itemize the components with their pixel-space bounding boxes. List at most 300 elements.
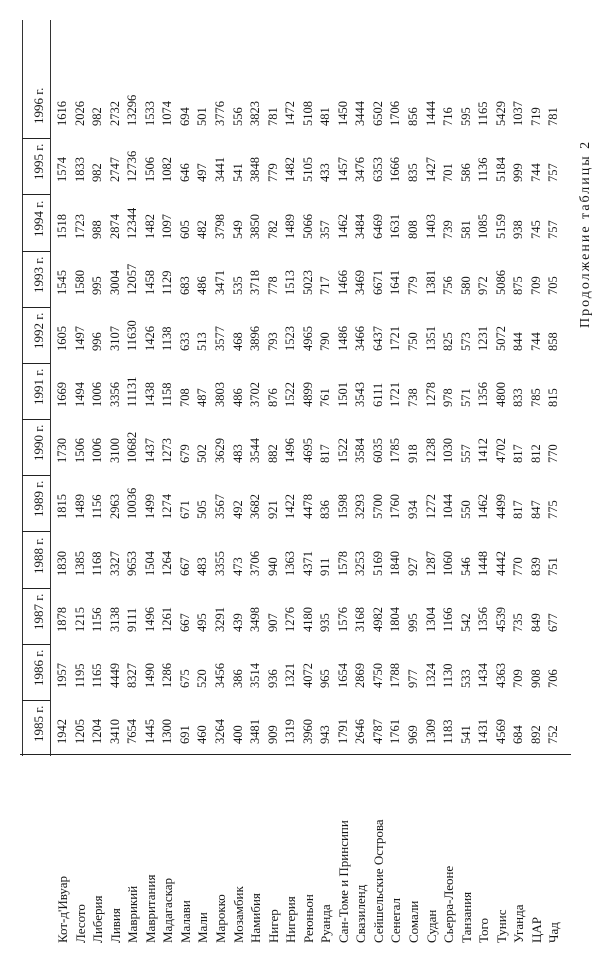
- table-cell: 3706: [248, 550, 263, 576]
- table-cell: 1840: [388, 550, 403, 576]
- column-rule: [22, 307, 50, 308]
- table-cell: 483: [195, 556, 210, 576]
- table-cell: 1878: [55, 606, 69, 632]
- table-cell: 497: [195, 163, 210, 183]
- table-cell: 691: [177, 725, 192, 744]
- table-cell: 1760: [388, 494, 403, 520]
- table-cell: 1788: [388, 662, 403, 688]
- table-cell: 3469: [353, 269, 368, 295]
- table-cell: 439: [230, 612, 245, 632]
- table-cell: 6671: [370, 269, 385, 295]
- table-cell: 667: [177, 556, 192, 576]
- table-cell: 2026: [72, 101, 87, 127]
- country-label: Намибия: [248, 893, 264, 943]
- table-cell: 1356: [476, 382, 491, 407]
- table-cell: 1490: [142, 662, 157, 688]
- table-cell: 1815: [55, 494, 69, 520]
- table-cell: 833: [511, 388, 526, 407]
- table-cell: 556: [230, 107, 245, 127]
- table-cell: 4899: [300, 382, 315, 407]
- column-rule: [22, 251, 50, 252]
- table-cell: 972: [476, 275, 491, 295]
- table-cell: 1427: [423, 157, 438, 183]
- table-cell: 581: [458, 219, 473, 239]
- table-cell: 849: [528, 612, 543, 632]
- table-cell: 751: [546, 556, 561, 576]
- table-cell: 694: [177, 107, 192, 127]
- table-cell: 1304: [423, 606, 438, 632]
- table-cell: 1276: [283, 606, 298, 632]
- table-cell: 738: [406, 388, 421, 407]
- table-cell: 839: [528, 556, 543, 576]
- table-cell: 815: [546, 388, 561, 407]
- table-cell: 573: [458, 332, 473, 351]
- table-cell: 433: [318, 163, 333, 183]
- table-cell: 3798: [212, 213, 227, 239]
- table-cell: 908: [528, 669, 543, 688]
- table-cell: 1183: [441, 719, 456, 744]
- table-cell: 1158: [160, 382, 175, 407]
- country-label: Руанда: [318, 904, 334, 943]
- table-cell: 468: [230, 332, 245, 351]
- table-cell: 918: [406, 444, 421, 464]
- table-cell: 1037: [511, 101, 526, 127]
- table-cell: 1523: [283, 325, 298, 351]
- table-cell: 1666: [388, 157, 403, 183]
- table-cell: 781: [265, 107, 280, 127]
- table-cell: 1580: [72, 269, 87, 295]
- table-cell: 2963: [107, 494, 122, 520]
- table-cell: 3107: [107, 325, 122, 351]
- table-cell: 675: [177, 669, 192, 688]
- table-cell: 3291: [212, 606, 227, 632]
- table-cell: 1426: [142, 325, 157, 351]
- country-label: ЦАР: [528, 916, 544, 943]
- table-cell: 719: [528, 107, 543, 127]
- table-cell: 907: [265, 612, 280, 632]
- table-cell: 4750: [370, 662, 385, 688]
- table-cell: 995: [90, 275, 105, 295]
- table-cell: 1437: [142, 438, 157, 464]
- table-cell: 1278: [423, 382, 438, 407]
- column-rule: [22, 700, 50, 701]
- table-cell: 709: [528, 275, 543, 295]
- table-cell: 1457: [335, 157, 350, 183]
- table-cell: 1156: [90, 494, 105, 520]
- table-cell: 1533: [142, 101, 157, 127]
- table-cell: 782: [265, 219, 280, 239]
- table-cell: 4499: [493, 494, 508, 520]
- table-cell: 3567: [212, 494, 227, 520]
- table-cell: 3471: [212, 269, 227, 295]
- table-cell: 1204: [90, 719, 105, 744]
- table-cell: 5072: [493, 325, 508, 351]
- table-cell: 3476: [353, 157, 368, 183]
- table-cell: 779: [406, 275, 421, 295]
- country-label: Мали: [195, 912, 211, 943]
- table-cell: 595: [458, 107, 473, 127]
- table-cell: 1654: [335, 662, 350, 688]
- table-cell: 790: [318, 332, 333, 351]
- table-cell: 1129: [160, 270, 175, 295]
- table-cell: 2646: [353, 719, 368, 744]
- table-cell: 1489: [283, 213, 298, 239]
- table-cell: 1438: [142, 382, 157, 407]
- table-cell: 817: [511, 444, 526, 464]
- table-cell: 3629: [212, 438, 227, 464]
- table-cell: 793: [265, 332, 280, 351]
- table-cell: 12057: [125, 263, 140, 295]
- table-cell: 4569: [493, 719, 508, 744]
- table-cell: 1576: [335, 606, 350, 632]
- table-cell: 482: [195, 219, 210, 239]
- table-cell: 1300: [160, 719, 175, 744]
- country-label: Танзания: [458, 891, 474, 943]
- table-cell: 982: [90, 107, 105, 127]
- country-label: Ливия: [107, 908, 123, 943]
- column-header: 1988 г.: [31, 537, 46, 574]
- table-cell: 999: [511, 163, 526, 183]
- table-cell: 5184: [493, 157, 508, 183]
- table-cell: 1942: [55, 719, 69, 744]
- country-label: Лесото: [72, 904, 88, 943]
- table-cell: 3355: [212, 550, 227, 576]
- table-cell: 1097: [160, 213, 175, 239]
- table-cell: 739: [441, 219, 456, 239]
- column-rule: [22, 419, 50, 420]
- table-cell: 706: [546, 669, 561, 688]
- table-cell: 3441: [212, 157, 227, 183]
- table-cell: 1785: [388, 438, 403, 464]
- table-cell: 1044: [441, 494, 456, 520]
- table-cell: 3356: [107, 382, 122, 407]
- table-cell: 3896: [248, 325, 263, 351]
- table-cell: 1403: [423, 213, 438, 239]
- table-cell: 778: [265, 275, 280, 295]
- table-cell: 965: [318, 669, 333, 688]
- table-cell: 1215: [72, 606, 87, 632]
- table-cell: 757: [546, 163, 561, 183]
- table-cell: 911: [318, 557, 333, 576]
- table-cell: 3168: [353, 606, 368, 632]
- column-header: 1990 г.: [31, 424, 46, 462]
- table-cell: 1156: [90, 607, 105, 632]
- table-cell: 701: [441, 163, 456, 183]
- table-cell: 535: [230, 275, 245, 295]
- table-cell: 11630: [125, 320, 140, 351]
- column-rule: [22, 531, 50, 532]
- table-cell: 1444: [423, 101, 438, 127]
- table-cell: 10036: [125, 488, 140, 520]
- table-cell: 3498: [248, 606, 263, 632]
- table-cell: 757: [546, 219, 561, 239]
- table-cell: 3004: [107, 269, 122, 295]
- table-cell: 876: [265, 388, 280, 407]
- table-cell: 4371: [300, 550, 315, 576]
- table-cell: 501: [195, 107, 210, 127]
- table-cell: 6353: [370, 157, 385, 183]
- table-cell: 586: [458, 163, 473, 183]
- table-cell: 3264: [212, 719, 227, 744]
- table-caption: [578, 10, 597, 330]
- table-cell: 3577: [212, 325, 227, 351]
- table-cell: 1494: [72, 382, 87, 407]
- country-label: Сомали: [406, 900, 422, 943]
- table-cell: 1499: [142, 494, 157, 520]
- table-cell: 1723: [72, 213, 87, 239]
- table-cell: 3293: [353, 494, 368, 520]
- table-cell: 1272: [423, 494, 438, 520]
- country-label: Малави: [177, 900, 193, 943]
- table-cell: 4800: [493, 382, 508, 407]
- table-cell: 1616: [55, 101, 69, 127]
- country-label: Того: [476, 918, 492, 943]
- table-cell: 1363: [283, 550, 298, 576]
- table-cell: 1598: [335, 494, 350, 520]
- table-cell: 982: [90, 163, 105, 183]
- caption-text: Продолжение таблицы 2: [578, 139, 593, 328]
- table-cell: 756: [441, 275, 456, 295]
- table-cell: 3138: [107, 606, 122, 632]
- table-cell: 3514: [248, 662, 263, 688]
- table-cell: 3481: [248, 719, 263, 744]
- table-cell: 5066: [300, 213, 315, 239]
- table-cell: 487: [195, 388, 210, 407]
- table-cell: 1545: [55, 269, 69, 295]
- table-cell: 835: [406, 163, 421, 183]
- table-cell: 605: [177, 219, 192, 239]
- table-cell: 1462: [476, 494, 491, 520]
- column-rule: [22, 194, 50, 195]
- table-cell: 1641: [388, 269, 403, 295]
- table-cell: 844: [511, 332, 526, 351]
- table-cell: 667: [177, 612, 192, 632]
- table-cell: 1136: [476, 157, 491, 183]
- table-cell: 1462: [335, 213, 350, 239]
- table-cell: 502: [195, 444, 210, 464]
- table-cell: 5108: [300, 101, 315, 127]
- table-cell: 1522: [283, 382, 298, 407]
- table-cell: 486: [230, 388, 245, 407]
- table-cell: 3718: [248, 269, 263, 295]
- table-cell: 4702: [493, 438, 508, 464]
- table-cell: 1669: [55, 382, 69, 407]
- header-rule: [50, 20, 51, 756]
- column-header: 1986 г.: [31, 649, 46, 686]
- table-cell: 1574: [55, 157, 69, 183]
- country-label: Мавритания: [142, 874, 158, 943]
- table-cell: 542: [458, 612, 473, 632]
- table-cell: 1165: [476, 101, 491, 127]
- table-cell: 1195: [72, 663, 87, 688]
- table-cell: 1721: [388, 325, 403, 351]
- table-cell: 1631: [388, 213, 403, 239]
- table-cell: 969: [406, 725, 421, 744]
- table-cell: 9653: [125, 550, 140, 576]
- table-cell: 1486: [335, 325, 350, 351]
- column-header: 1993 г.: [31, 256, 46, 293]
- table-cell: 1385: [72, 550, 87, 576]
- table-cell: 13296: [125, 94, 140, 127]
- table-cell: 386: [230, 669, 245, 688]
- table-cell: 1458: [142, 269, 157, 295]
- table-cell: 400: [230, 725, 245, 744]
- table-cell: 3327: [107, 550, 122, 576]
- table-cell: 3456: [212, 662, 227, 688]
- table-cell: 978: [441, 388, 456, 407]
- table-cell: 1356: [476, 606, 491, 632]
- table-cell: 1472: [283, 101, 298, 127]
- table-cell: 1578: [335, 550, 350, 576]
- table-cell: 1138: [160, 326, 175, 351]
- country-label: Маврикий: [125, 885, 141, 943]
- table-cell: 1319: [283, 719, 298, 744]
- table-cell: 3682: [248, 494, 263, 520]
- table-cell: 940: [265, 556, 280, 576]
- table-cell: 4449: [107, 662, 122, 688]
- table-cell: 1060: [441, 550, 456, 576]
- country-label: Тунис: [493, 909, 509, 943]
- country-label: Либерия: [90, 895, 106, 943]
- country-label: Марокко: [212, 894, 228, 943]
- table-cell: 7654: [125, 719, 140, 744]
- table-cell: 2732: [107, 101, 122, 127]
- table-cell: 1482: [283, 157, 298, 183]
- country-label: Свазиленд: [353, 884, 369, 943]
- table-cell: 3543: [353, 382, 368, 407]
- table-cell: 1504: [142, 550, 157, 576]
- table-cell: 3544: [248, 438, 263, 464]
- table-cell: 3466: [353, 325, 368, 351]
- table-cell: 1274: [160, 494, 175, 520]
- table-cell: 677: [546, 612, 561, 632]
- table-cell: 1833: [72, 157, 87, 183]
- column-header: 1992 г.: [31, 312, 46, 349]
- table-cell: 6111: [370, 382, 385, 407]
- table-cell: 1522: [335, 438, 350, 464]
- table-cell: 1513: [283, 269, 298, 295]
- table-cell: 781: [546, 107, 561, 127]
- table-cell: 671: [177, 500, 192, 520]
- table-cell: 744: [528, 163, 543, 183]
- table-cell: 735: [511, 612, 526, 632]
- table-cell: 1261: [160, 606, 175, 632]
- table-cell: 683: [177, 275, 192, 295]
- table-cell: 1804: [388, 606, 403, 632]
- table-cell: 6437: [370, 325, 385, 351]
- table-cell: 1309: [423, 719, 438, 744]
- table-cell: 9111: [125, 607, 140, 632]
- table-cell: 1482: [142, 213, 157, 239]
- table-cell: 6035: [370, 438, 385, 464]
- table-cell: 460: [195, 725, 210, 744]
- column-header: 1987 г.: [31, 593, 46, 630]
- table-cell: 770: [546, 444, 561, 464]
- table-cell: 4539: [493, 606, 508, 632]
- table-cell: 858: [546, 332, 561, 351]
- table-cell: 745: [528, 219, 543, 239]
- table-cell: 775: [546, 500, 561, 520]
- table-cell: 875: [511, 275, 526, 295]
- table-cell: 1273: [160, 438, 175, 464]
- country-label: Судан: [423, 909, 439, 943]
- table-cell: 1085: [476, 213, 491, 239]
- table-cell: 3960: [300, 719, 315, 744]
- table-cell: 4982: [370, 606, 385, 632]
- table-cell: 495: [195, 612, 210, 632]
- table-cell: 1030: [441, 438, 456, 464]
- table-cell: 1082: [160, 157, 175, 183]
- table-cell: 3253: [353, 550, 368, 576]
- country-label: Уганда: [511, 904, 527, 943]
- table-cell: 1466: [335, 269, 350, 295]
- table-cell: 705: [546, 275, 561, 295]
- table-cell: 1074: [160, 101, 175, 127]
- table-cell: 752: [546, 725, 561, 744]
- table-cell: 5169: [370, 550, 385, 576]
- column-rule: [22, 475, 50, 476]
- table-cell: 513: [195, 332, 210, 351]
- table-cell: 779: [265, 163, 280, 183]
- table-cell: 1238: [423, 438, 438, 464]
- table-cell: 6502: [370, 101, 385, 127]
- table-cell: 934: [406, 500, 421, 520]
- column-header: 1996 г.: [31, 87, 46, 125]
- table-cell: 541: [458, 725, 473, 744]
- table-cell: 1264: [160, 550, 175, 576]
- table-cell: 1518: [55, 213, 69, 239]
- table-cell: 936: [265, 669, 280, 688]
- table-cell: 3444: [353, 101, 368, 127]
- table-cell: 892: [528, 725, 543, 744]
- table-cell: 5105: [300, 157, 315, 183]
- table-cell: 1006: [90, 438, 105, 464]
- table-cell: 1168: [90, 550, 105, 576]
- table-cell: 646: [177, 163, 192, 183]
- table-cell: 1287: [423, 550, 438, 576]
- table-cell: 1445: [142, 719, 157, 744]
- table-cell: 4965: [300, 325, 315, 351]
- country-label: Нигерия: [283, 896, 299, 943]
- table-cell: 580: [458, 275, 473, 295]
- table-cell: 357: [318, 219, 333, 239]
- table-cell: 5023: [300, 269, 315, 295]
- table-cell: 1448: [476, 550, 491, 576]
- table-cell: 5429: [493, 101, 508, 127]
- table-cell: 12736: [125, 151, 140, 183]
- table-cell: 557: [458, 444, 473, 464]
- column-rule: [22, 138, 50, 139]
- table-cell: 1450: [335, 101, 350, 127]
- table-cell: 3702: [248, 382, 263, 407]
- table-cell: 5700: [370, 494, 385, 520]
- column-rule: [22, 588, 50, 589]
- table-cell: 785: [528, 388, 543, 407]
- table-cell: 1730: [55, 438, 69, 464]
- table-cell: 571: [458, 388, 473, 407]
- table-cell: 995: [406, 612, 421, 632]
- header-rule-top: [22, 20, 23, 756]
- table-cell: 3584: [353, 438, 368, 464]
- table-cell: 3823: [248, 101, 263, 127]
- table-cell: 938: [511, 219, 526, 239]
- table-cell: 3484: [353, 213, 368, 239]
- table-cell: 1165: [90, 663, 105, 688]
- table-cell: 10682: [125, 431, 140, 464]
- table-cell: 4695: [300, 438, 315, 464]
- table-cell: 1605: [55, 325, 69, 351]
- table-cell: 717: [318, 275, 333, 295]
